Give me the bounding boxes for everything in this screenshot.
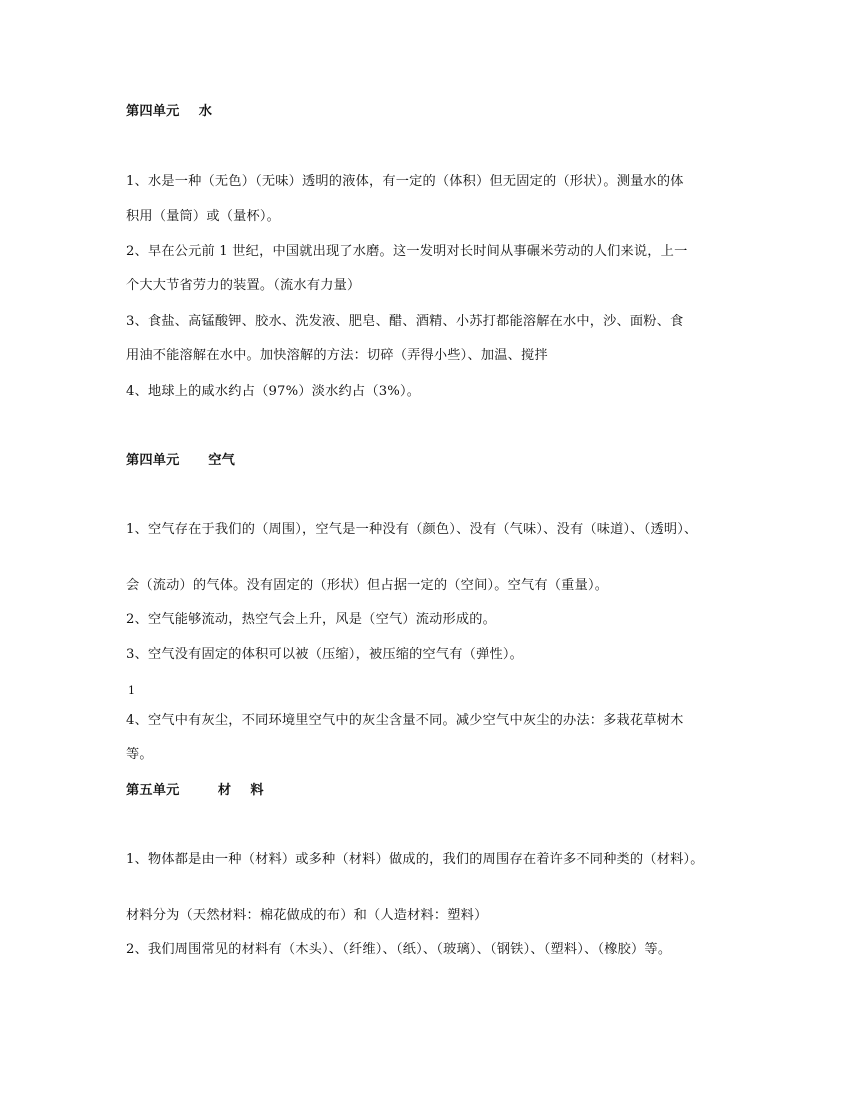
- paragraph-line: 个大大节省劳力的装置。（流水有力量）: [126, 278, 361, 293]
- paragraph-line: 用油不能溶解在水中。加快溶解的方法：切碎（弄得小些）、加温、搅拌: [126, 348, 548, 363]
- paragraph-line: 1、空气存在于我们的（周围），空气是一种没有（颜色）、没有（气味）、没有（味道）、（透明）、: [126, 522, 698, 537]
- section-heading-air: 第四单元 空气: [126, 453, 236, 468]
- paragraph-line: 1、水是一种（无色）（无味）透明的液体，有一定的（体积）但无固定的（形状）。测量水的体: [126, 174, 684, 189]
- paragraph-line: 会（流动）的气体。没有固定的（形状）但占据一定的（空间）。空气有（重量）。: [126, 578, 609, 593]
- paragraph-line: 2、空气能够流动，热空气会上升，风是（空气）流动形成的。: [126, 612, 497, 627]
- paragraph-line: 3、空气没有固定的体积可以被（压缩），被压缩的空气有（弹性）。: [126, 647, 524, 662]
- page-number: 1: [128, 684, 136, 697]
- paragraph-line: 2、早在公元前 1 世纪，中国就出现了水磨。这一发明对长时间从事碾米劳动的人们来说，上一: [126, 244, 688, 259]
- paragraph-line: 4、空气中有灰尘，不同环境里空气中的灰尘含量不同。减少空气中灰尘的办法：多栽花草树木: [126, 713, 684, 728]
- paragraph-line: 3、食盐、高锰酸钾、胶水、洗发液、肥皂、醋、酒精、小苏打都能溶解在水中，沙、面粉、食: [126, 314, 684, 329]
- paragraph-line: 积用（量筒）或（量杯）。: [126, 209, 281, 224]
- paragraph-line: 1、物体都是由一种（材料）或多种（材料）做成的，我们的周围存在着许多不同种类的（材料）。: [126, 852, 704, 867]
- section-heading-water: 第四单元 水: [126, 104, 213, 119]
- paragraph-line: 材料分为（天然材料：棉花做成的布）和（人造材料：塑料）: [126, 908, 488, 923]
- paragraph-line: 等。: [126, 747, 153, 762]
- section-heading-materials: 第五单元 材 料: [126, 783, 264, 798]
- paragraph-line: 4、地球上的咸水约占（97%）淡水约占（3%）。: [126, 384, 421, 399]
- paragraph-line: 2、我们周围常见的材料有（木头）、（纤维）、（纸）、（玻璃）、（钢铁）、（塑料）、（橡胶）等。: [126, 942, 672, 957]
